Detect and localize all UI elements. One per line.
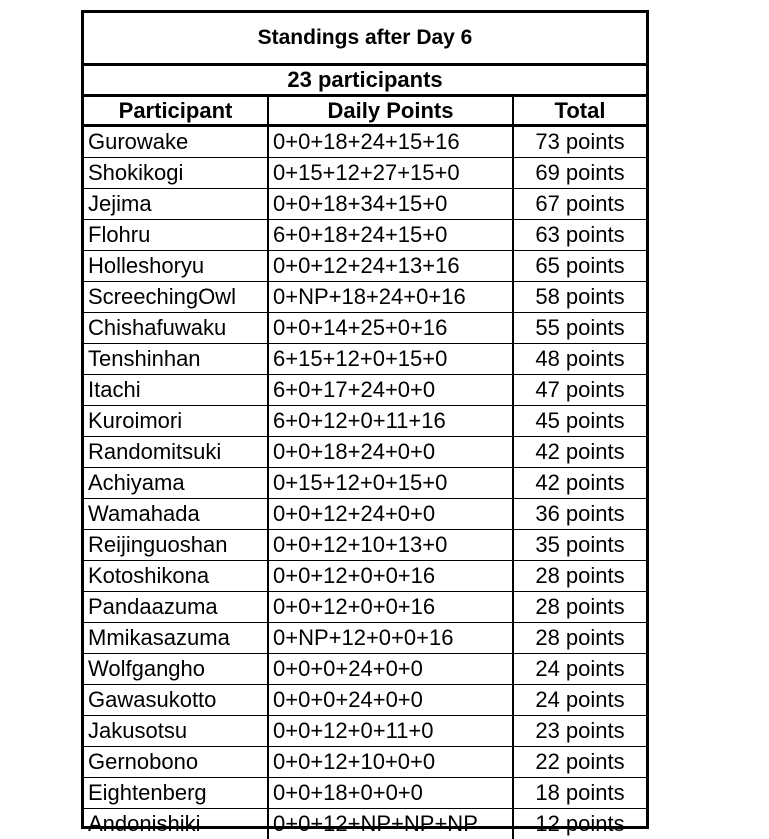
table-row [84, 530, 646, 561]
table-row [84, 623, 646, 654]
total-points: 36 points [513, 499, 646, 530]
daily-points: 0+NP+12+0+0+16 [268, 623, 513, 654]
table-row [84, 654, 646, 685]
table-row [84, 809, 646, 839]
total-points: 35 points [513, 530, 646, 561]
standings-table [84, 97, 646, 839]
participant-name: Mmikasazuma [84, 623, 268, 654]
participant-name: Holleshoryu [84, 251, 268, 282]
participant-name: Achiyama [84, 468, 268, 499]
participant-name: Tenshinhan [84, 344, 268, 375]
daily-points: 0+0+18+24+15+16 [268, 126, 513, 158]
table-row [84, 126, 646, 158]
total-points: 42 points [513, 468, 646, 499]
total-points: 67 points [513, 189, 646, 220]
daily-points-header: Daily Points [268, 97, 513, 126]
table-row [84, 747, 646, 778]
daily-points: 0+0+14+25+0+16 [268, 313, 513, 344]
table-row [84, 778, 646, 809]
total-points: 69 points [513, 158, 646, 189]
table-row [84, 158, 646, 189]
total-points: 63 points [513, 220, 646, 251]
total-points: 47 points [513, 375, 646, 406]
table-row [84, 375, 646, 406]
daily-points: 0+0+12+0+0+16 [268, 592, 513, 623]
daily-points: 0+0+12+0+0+16 [268, 561, 513, 592]
total-points: 65 points [513, 251, 646, 282]
total-points: 28 points [513, 623, 646, 654]
total-points: 58 points [513, 282, 646, 313]
participant-name: Gawasukotto [84, 685, 268, 716]
participant-name: Kuroimori [84, 406, 268, 437]
daily-points: 0+15+12+0+15+0 [268, 468, 513, 499]
total-points: 28 points [513, 592, 646, 623]
total-points: 48 points [513, 344, 646, 375]
participant-name: Kotoshikona [84, 561, 268, 592]
participant-name: Randomitsuki [84, 437, 268, 468]
total-points: 42 points [513, 437, 646, 468]
header-row [84, 97, 646, 126]
participant-name: Itachi [84, 375, 268, 406]
participant-name: Flohru [84, 220, 268, 251]
participant-count: 23 participants [84, 66, 646, 97]
standings-body [84, 126, 646, 839]
participant-name: Gernobono [84, 747, 268, 778]
participant-name: Andonishiki [84, 809, 268, 839]
total-points: 22 points [513, 747, 646, 778]
participant-name: Jakusotsu [84, 716, 268, 747]
table-row [84, 437, 646, 468]
daily-points: 0+0+12+NP+NP+NP [268, 809, 513, 839]
participant-name: Wolfgangho [84, 654, 268, 685]
participant-header: Participant [84, 97, 268, 126]
table-row [84, 251, 646, 282]
total-points: 12 points [513, 809, 646, 839]
daily-points: 0+0+12+24+13+16 [268, 251, 513, 282]
daily-points: 0+0+12+10+13+0 [268, 530, 513, 561]
sheet-title: Standings after Day 6 [84, 13, 646, 66]
total-header: Total [513, 97, 646, 126]
daily-points: 0+15+12+27+15+0 [268, 158, 513, 189]
total-points: 18 points [513, 778, 646, 809]
participant-name: Gurowake [84, 126, 268, 158]
participant-name: Shokikogi [84, 158, 268, 189]
daily-points: 6+15+12+0+15+0 [268, 344, 513, 375]
daily-points: 0+0+12+0+11+0 [268, 716, 513, 747]
participant-name: ScreechingOwl [84, 282, 268, 313]
table-row [84, 406, 646, 437]
participant-name: Wamahada [84, 499, 268, 530]
participant-name: Jejima [84, 189, 268, 220]
table-row [84, 344, 646, 375]
participant-name: Eightenberg [84, 778, 268, 809]
standings-sheet [81, 10, 649, 829]
total-points: 24 points [513, 685, 646, 716]
daily-points: 0+0+0+24+0+0 [268, 654, 513, 685]
daily-points: 6+0+17+24+0+0 [268, 375, 513, 406]
daily-points: 0+0+12+10+0+0 [268, 747, 513, 778]
table-row [84, 282, 646, 313]
total-points: 55 points [513, 313, 646, 344]
daily-points: 0+0+0+24+0+0 [268, 685, 513, 716]
total-points: 73 points [513, 126, 646, 158]
daily-points: 0+0+18+0+0+0 [268, 778, 513, 809]
table-row [84, 561, 646, 592]
table-row [84, 499, 646, 530]
table-row [84, 220, 646, 251]
total-points: 23 points [513, 716, 646, 747]
total-points: 24 points [513, 654, 646, 685]
daily-points: 0+0+18+34+15+0 [268, 189, 513, 220]
table-row [84, 313, 646, 344]
table-row [84, 468, 646, 499]
table-row [84, 189, 646, 220]
participant-name: Chishafuwaku [84, 313, 268, 344]
table-row [84, 592, 646, 623]
daily-points: 0+0+12+24+0+0 [268, 499, 513, 530]
participant-name: Pandaazuma [84, 592, 268, 623]
daily-points: 6+0+12+0+11+16 [268, 406, 513, 437]
table-row [84, 685, 646, 716]
total-points: 28 points [513, 561, 646, 592]
daily-points: 0+NP+18+24+0+16 [268, 282, 513, 313]
daily-points: 6+0+18+24+15+0 [268, 220, 513, 251]
total-points: 45 points [513, 406, 646, 437]
participant-name: Reijinguoshan [84, 530, 268, 561]
daily-points: 0+0+18+24+0+0 [268, 437, 513, 468]
table-row [84, 716, 646, 747]
